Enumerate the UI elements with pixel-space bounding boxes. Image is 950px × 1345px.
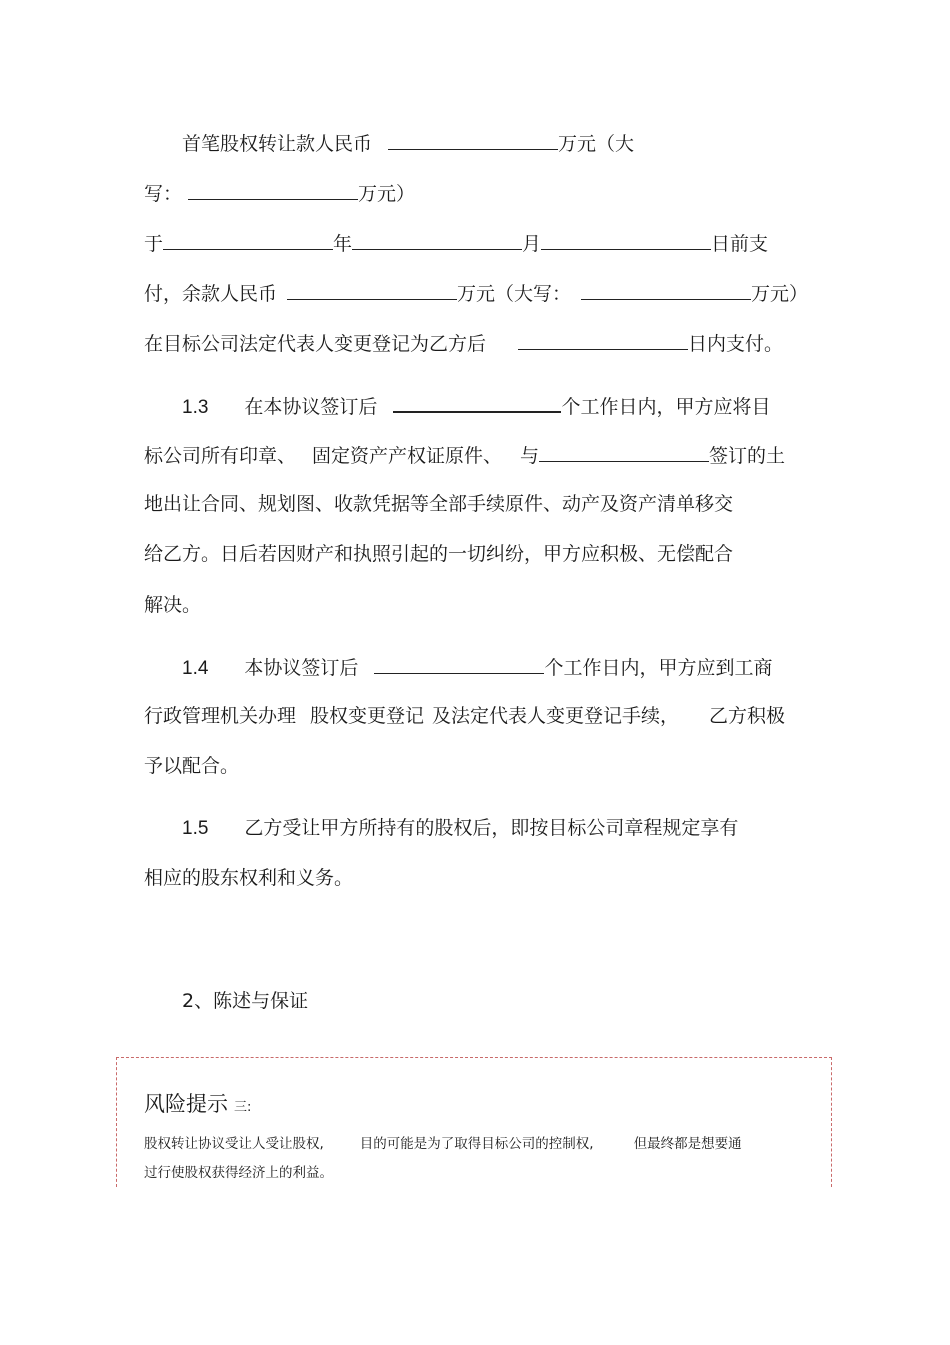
clause-1-4-line-2: 行政管理机关办理 股权变更登记 及法定代表人变更登记手续， 乙方积极 [144, 705, 786, 727]
risk-suffix: 三: [234, 1100, 252, 1115]
payment-line-4: 付，余款人民币 万元（大写： 万元） [144, 283, 809, 305]
risk-line-2: 过行使股权获得经济上的利益。 [144, 1165, 333, 1181]
clause-number: 1.4 [182, 658, 209, 679]
workdays-blank[interactable] [374, 655, 544, 674]
clause-1-4-line-1: 1.4 本协议签订后 个工作日内，甲方应到工商 [182, 657, 773, 679]
party-blank[interactable] [539, 443, 709, 462]
payment-line-3: 于 年 月 日前支 [144, 233, 769, 255]
clause-1-3-line-2: 标公司所有印章、 固定资产产权证原件、 与 签订的土 [144, 445, 786, 467]
balance-caps-blank[interactable] [581, 281, 751, 300]
clause-1-5-line-2: 相应的股东权利和义务。 [144, 867, 354, 889]
clause-1-3-line-3: 地出让合同、规划图、收款凭据等全部手续原件、动产及资产清单移交 [144, 493, 734, 515]
clause-1-3-line-1: 1.3 在本协议签订后 个工作日内，甲方应将目 [182, 393, 770, 419]
clause-1-3-line-5: 解决。 [144, 594, 202, 616]
payment-line-1: 首笔股权转让款人民币 万元（大 [182, 133, 635, 155]
clause-number: 1.5 [182, 818, 209, 839]
clause-1-3-line-4: 给乙方。日后若因财产和执照引起的一切纠纷，甲方应积极、无偿配合 [144, 543, 734, 565]
amount-blank[interactable] [388, 131, 558, 150]
days-blank[interactable] [518, 331, 688, 350]
month-blank[interactable] [352, 231, 522, 250]
day-blank[interactable] [541, 231, 711, 250]
amount-caps-blank[interactable] [188, 181, 358, 200]
clause-1-4-line-3: 予以配合。 [144, 755, 240, 777]
risk-line-1: 股权转让协议受让人受让股权, 目的可能是为了取得目标公司的控制权, 但最终都是想要通 [144, 1136, 742, 1152]
section-heading: 2、陈述与保证 [182, 990, 309, 1012]
balance-blank[interactable] [287, 281, 457, 300]
risk-title: 风险提示 三: [144, 1092, 252, 1116]
clause-number: 1.3 [182, 397, 209, 418]
payment-line-5: 在目标公司法定代表人变更登记为乙方后 日内支付。 [144, 333, 784, 355]
workdays-blank[interactable] [393, 393, 561, 413]
clause-1-5-line-1: 1.5 乙方受让甲方所持有的股权后，即按目标公司章程规定享有 [182, 817, 739, 839]
payment-text: 首笔股权转让款人民币 [182, 133, 373, 155]
year-blank[interactable] [163, 231, 333, 250]
payment-line-2: 写： 万元） [144, 183, 416, 205]
